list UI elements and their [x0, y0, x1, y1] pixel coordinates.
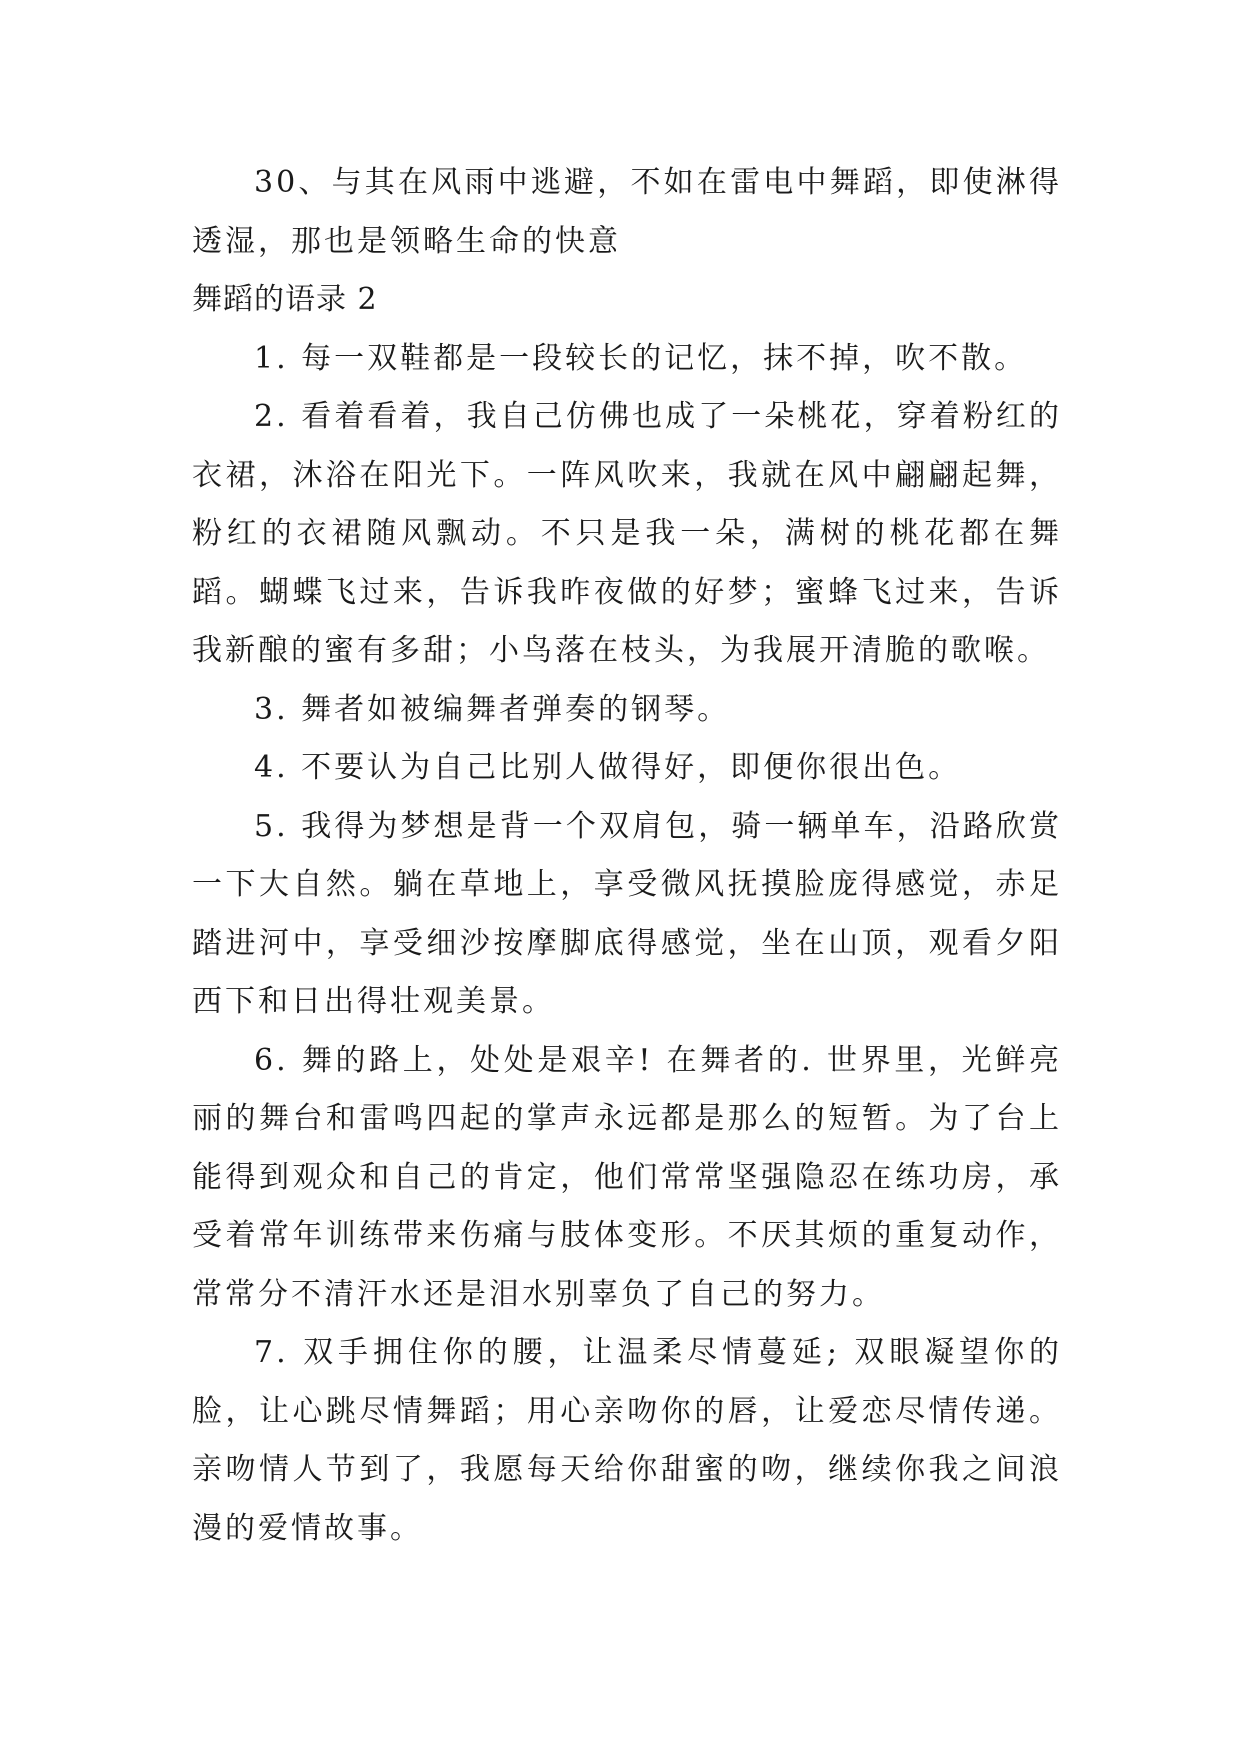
document-body	[192, 154, 1062, 1558]
paragraph-2: 2. 看着看着，我自己仿佛也成了一朵桃花，穿着粉红的衣裙，沐浴在阳光下。一阵风吹来，我就在风中翩翩起舞，粉红的衣裙随风飘动。不只是我一朵，满树的桃花都在舞蹈。蝴蝶飞过来，告诉我昨夜做的好梦；蜜蜂飞过来，告诉我新酿的蜜有多甜；小鸟落在枝头，为我展开清脆的歌喉。	[192, 399, 1062, 668]
paragraph-5: 5. 我得为梦想是背一个双肩包，骑一辆单车，沿路欣赏一下大自然。躺在草地上，享受微风抚摸脸庞得感觉，赤足踏进河中，享受细沙按摩脚底得感觉，坐在山顶，观看夕阳西下和日出得壮观美景。	[192, 808, 1062, 1019]
section-heading: 舞蹈的语录 2	[192, 282, 378, 317]
paragraph-30: 30、与其在风雨中逃避，不如在雷电中舞蹈，即使淋得透湿，那也是领略生命的快意	[192, 165, 1062, 259]
paragraph-7: 7. 双手拥住你的腰，让温柔尽情蔓延; 双眼凝望你的脸，让心跳尽情舞蹈；用心亲吻你的唇，让爱恋尽情传递。亲吻情人节到了，我愿每天给你甜蜜的吻，继续你我之间浪漫的爱情故事。	[192, 1335, 1062, 1546]
paragraph-3: 3. 舞者如被编舞者弹奏的钢琴。	[254, 691, 731, 727]
paragraph-1: 1. 每一双鞋都是一段较长的记忆，抹不掉，吹不散。	[254, 340, 1028, 376]
paragraph-6: 6. 舞的路上，处处是艰辛! 在舞者的. 世界里，光鲜亮丽的舞台和雷鸣四起的掌声永远都是那么的短暂。为了台上能得到观众和自己的肯定，他们常常坚强隐忍在练功房，承受着常年训练带来伤痛与肢体变形。不厌其烦的重复动作，常常分不清汗水还是泪水别辜负了自己的努力。	[192, 1042, 1062, 1312]
paragraph-4: 4. 不要认为自己比别人做得好，即便你很出色。	[254, 750, 962, 785]
